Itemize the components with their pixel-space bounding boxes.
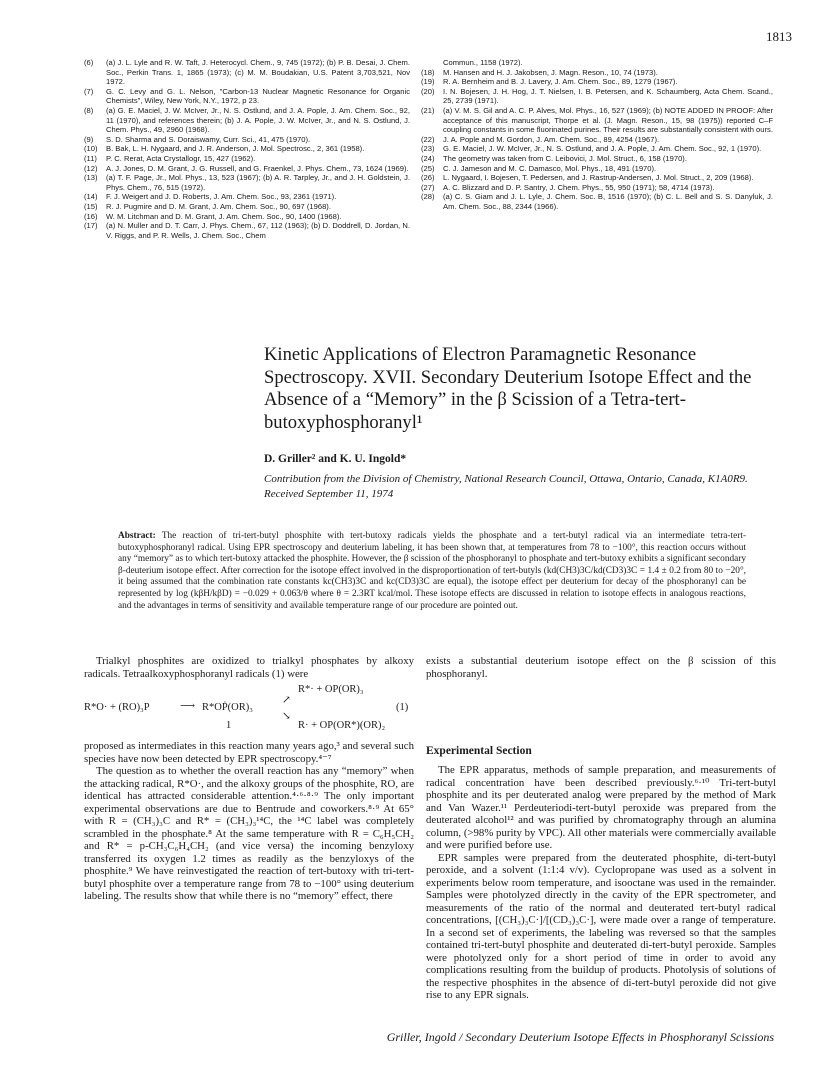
reference-text: (a) C. S. Giam and J. L. Lyle, J. Chem. Soc. B, 1516 (1970); (b) C. L. Bell and S. S. Danyluk, J. Am. Chem. Soc., 88, 2344 (1966). (443, 192, 773, 211)
reference-text: A. C. Blizzard and D. P. Santry, J. Chem. Phys., 55, 950 (1971); 58, 4714 (1973). (443, 182, 715, 192)
reference-text: R. A. Bernheim and B. J. Lavery, J. Am. Chem. Soc., 89, 1279 (1967). (443, 77, 678, 87)
reference-number: (23) (421, 144, 435, 154)
reference-item (84, 173, 410, 192)
intro-paragraph: Trialkyl phosphites are oxidized to trialkyl phosphates by alkoxy radicals. Tetraalkoxyphosphoranyl radicals (1) were (84, 655, 414, 680)
reference-item (84, 221, 410, 240)
reference-text: (a) J. L. Lyle and R. W. Taft, J. Heterocycl. Chem., 9, 745 (1972); (b) P. B. Desai, J. Chem. Soc., Perkin Trans. 1, 1865 (1973); (c) M. M. Boudakian, U.S. Patent 3,703,521, Nov 1972. (106, 58, 410, 87)
reference-item (421, 154, 773, 164)
reference-item (84, 154, 410, 164)
reference-number (421, 58, 443, 68)
reference-item (84, 144, 410, 154)
reference-text: B. Bak, L. H. Nygaard, and J. R. Anderson, J. Mol. Spectrosc., 2, 361 (1958). (106, 144, 365, 154)
scheme-label: 1 (226, 720, 232, 731)
reaction-scheme (84, 680, 414, 736)
reference-item (421, 68, 773, 78)
reference-number: (25) (421, 163, 435, 173)
reference-text: The geometry was taken from C. Leibovici, J. Mol. Struct., 6, 158 (1970). (443, 153, 687, 163)
section-heading: Experimental Section (426, 745, 532, 757)
scheme-arrow: ⟶ (180, 701, 196, 712)
reference-item (84, 87, 410, 106)
intro-left-top (84, 655, 414, 680)
reference-item (84, 106, 410, 135)
reference-text: L. Nygaard, I. Bojesen, T. Pedersen, and J. Rastrup-Andersen, J. Mol. Struct., 2, 209 (1968). (443, 173, 754, 183)
reference-text: C. J. Jameson and M. C. Damasco, Mol. Phys., 18, 491 (1970). (443, 163, 657, 173)
reference-item (421, 58, 773, 68)
reference-item (421, 173, 773, 183)
reference-item (421, 135, 773, 145)
reference-text: G. E. Maciel, J. W. McIver, Jr., N. S. Ostlund, and J. A. Pople, J. Am. Chem. Soc., 92, 1 (1970). (443, 144, 762, 154)
body-paragraph: The EPR apparatus, methods of sample preparation, and measurements of radical concentration have been described previously.⁶·¹⁰ Tri-tert-butyl phosphite and its per deuterated analog were prepared by the method of Mark and Van Wazer.¹¹ Perdeuteriodi-tert-butyl peroxide was prepared from the deuterated alcohol¹² and was purified by chromatography through an alumina column, (>98% purity by VPC). All other materials were commercially available and were purified before use. (426, 764, 776, 851)
reference-text: A. J. Jones, D. M. Grant, J. G. Russell, and G. Fraenkel, J. Phys. Chem., 73, 1624 (1969). (106, 163, 409, 173)
reference-number: (16) (84, 211, 98, 221)
body-paragraph: The question as to whether the overall reaction has any “memory” when the attacking radical, R*O·, and the alkoxy groups of the phosphite, RO, are identical has attracted considerable attention.⁴·⁶·⁸·⁹ The only important experimental observations are due to Bentrude and coworkers.⁸·⁹ At 65° with R = (CH₃)₃C and R* = (CH₃)₃¹⁴C, the ¹⁴C label was completely scrambled in the phosphate.⁸ At the same temperature with R = C₆H₅CH₂ and R* = p-CH₃C₆H₄CH₂ (and vice versa) the incoming benzyloxy transferred its oxygen 1.2 times as readily as the benzyloxys of the phosphite.⁹ We have reinvestigated the reaction of tert-butoxy with tri-tert-butyl phosphite over a temperature range from 78 to −100° using deuterium labeling. The results show that while there is no “memory” effect, there (84, 765, 414, 902)
reference-text: F. J. Weigert and J. D. Roberts, J. Am. Chem. Soc., 93, 2361 (1971). (106, 192, 337, 202)
reference-number: (7) (84, 86, 94, 96)
reference-number: (15) (84, 201, 98, 211)
reference-text: J. A. Pople and M. Gordon, J. Am. Chem. Soc., 89, 4254 (1967). (443, 134, 660, 144)
reference-number: (26) (421, 173, 435, 183)
reference-item (421, 192, 773, 211)
reference-text: R. J. Pugmire and D. M. Grant, J. Am. Chem. Soc., 90, 697 (1968). (106, 201, 331, 211)
abstract (118, 531, 746, 612)
abstract-text: The reaction of tri-tert-butyl phosphite with tert-butoxy radicals yields the phosphate and a tert-butyl radical via an intermediate tetra-tert-butoxyphosphoranyl radical. Using EPR spectroscopy and deuterium labeling, it has been shown that, at temperatures from 78 to −100°, this reaction occurs without any “memory” as to which tert-butoxy attacked the phosphite. However, the β scission of the phosphoranyl to phosphate and tert-butoxy exhibits a significant secondary β-deuterium isotope effect. After correction for the isotope effect involved in the disproportionation of tert-butyls (kd(CH3)3C/kd(CD3)3C = 1.4 ± 0.2 from 80 to −20°, it being assumed that the combination rate constants kc(CH3)3C and kc(CD3)3C are equal), the isotope effect per deuterium for decay of the phosphoranyl can be represented by log (kβH/kβD) = −0.029 + 0.063/θ where θ = 2.3RT kcal/mol. These isotope effects are discussed in relation to isotope effects in analogous reactions, and the advantages in terms of sensitivity and available temperature range of our procedure are pointed out. (118, 531, 746, 611)
reference-item (421, 106, 773, 135)
reference-item (84, 164, 410, 174)
reference-number: (12) (84, 163, 98, 173)
reference-text: G. C. Levy and G. L. Nelson, "Carbon-13 Nuclear Magnetic Resonance for Organic Chemists", Wiley, New York, N.Y., 1972, p 23. (106, 86, 410, 106)
page-number: 1813 (766, 29, 792, 44)
reference-text: (a) N. Muller and D. T. Carr, J. Phys. Chem., 67, 112 (1963); (b) D. Doddrell, D. Jordan, N. V. Riggs, and P. R. Wells, J. Chem. Soc., Chem (106, 221, 410, 240)
intro-right-top (426, 655, 776, 680)
reference-number: (18) (421, 67, 435, 77)
reference-item (84, 135, 410, 145)
reference-text: (a) T. F. Page, Jr., Mol. Phys., 13, 523 (1967); (b) A. R. Tarpley, Jr., and J. H. Goldstein, J. Phys. Chem., 76, 515 (1972). (106, 173, 410, 192)
abstract-label: Abstract: (118, 531, 156, 541)
scheme-lower-arrow: ↘ (282, 711, 291, 722)
scheme-upper-arrow: ↗ (282, 695, 291, 706)
body-left-column (84, 740, 414, 903)
scheme-intermediate: R*OṖ(OR)₃ (202, 702, 253, 713)
reference-number: (6) (84, 58, 94, 67)
reference-number: (22) (421, 134, 435, 144)
reference-number: (17) (84, 221, 98, 231)
reference-number: (20) (421, 86, 435, 96)
article-title: Kinetic Applications of Electron Paramagnetic Resonance Spectroscopy. XVII. Secondary Deuterium Isotope Effect and the Absence of a “Memory” in the β Scission of a Tetra-tert-butoxyphosphoranyl¹ (264, 344, 752, 433)
article-affiliation: Contribution from the Division of Chemistry, National Research Council, Ottawa, Ontario, Canada, K1A0R9. Received September 11, 1974 (264, 473, 748, 500)
reference-item (421, 77, 773, 87)
reference-item (84, 212, 410, 222)
reference-text: (a) G. E. Maciel, J. W. McIver, Jr., N. S. Ostlund, and J. A. Pople, J. Am. Chem. Soc., 92, 11 (1970), and references therein; (b) J. A. Pople, J. W. McIver, Jr., and N. S. Ostlund, J. Chem. Phys., 49, 2960 (1968). (106, 105, 410, 135)
reference-number: (8) (84, 105, 94, 115)
reference-item (84, 202, 410, 212)
body-paragraph: exists a substantial deuterium isotope effect on the β scission of this phosphoranyl. (426, 655, 776, 680)
reference-item (84, 192, 410, 202)
reference-item (421, 164, 773, 174)
reference-number: (9) (84, 134, 94, 144)
reference-number: (24) (421, 153, 435, 163)
reference-text: W. M. Litchman and D. M. Grant, J. Am. Chem. Soc., 90, 1400 (1968). (106, 211, 342, 221)
references-right-column (421, 58, 773, 212)
body-paragraph: EPR samples were prepared from the deuterated phosphite, di-tert-butyl peroxide, and a solvent (1:1:4 v/v). Cyclopropane was used as a solvent in experiments below room temperature, and isooctane was used in the remainder. Samples were photolyzed directly in the cavity of the EPR spectrometer, and measurements of the ratio of the normal and deuterated tert-butyl radical concentrations, [(CH₃)₃C·]/[(CD₃)₃C·], were made over a range of temperature. In a second set of experiments, the labeling was reversed so that the samples contained tri-tert-butyl phosphite and deuterated di-tert-butyl peroxide. Samples were photolyzed only for a short period of time in order to avoid any complications resulting from the buildup of products. Photolysis of solutions of the respective phosphites in the absence of di-tert-butyl peroxide did not give rise to any EPR signals. (426, 851, 776, 1001)
reference-item (421, 144, 773, 154)
body-paragraph: proposed as intermediates in this reaction many years ago,³ and several such species have now been detected by EPR spectroscopy.⁴⁻⁷ (84, 740, 414, 765)
scheme-upper-product: R*· + OP(OR)₃ (298, 684, 364, 695)
scheme-reactant: R*O· + (RO)₃P (84, 702, 150, 713)
reference-item (421, 87, 773, 106)
reference-text: P. C. Rerat, Acta Crystallogr, 15, 427 (1962). (106, 153, 256, 163)
reference-number: (27) (421, 182, 435, 192)
reference-number: (11) (84, 153, 97, 163)
reference-text: M. Hansen and H. J. Jakobsen, J. Magn. Reson., 10, 74 (1973). (443, 67, 658, 77)
reference-text: S. D. Sharma and S. Doraiswamy, Curr. Sci., 41, 475 (1970). (106, 134, 311, 144)
reference-number: (10) (84, 144, 98, 154)
scheme-lower-product: R· + OP(OR*)(OR)₂ (298, 720, 386, 731)
reference-item (84, 58, 410, 87)
reference-number: (19) (421, 77, 435, 87)
reference-text: I. N. Bojesen, J. H. Hog, J. T. Nielsen, I. B. Petersen, and K. Schaumberg, Acta Chem. Scand., 25, 2739 (1971). (443, 86, 773, 106)
scheme-equation-number: (1) (396, 702, 409, 713)
reference-number: (21) (421, 105, 435, 115)
article-authors: D. Griller² and K. U. Ingold* (264, 453, 407, 465)
reference-number: (28) (421, 192, 435, 202)
body-right-column (426, 764, 776, 1002)
references-left-column (84, 58, 410, 240)
reference-text: Commun., 1158 (1972). (443, 58, 523, 67)
page-footer: Griller, Ingold / Secondary Deuterium Isotope Effects in Phosphoranyl Scissions (386, 1030, 774, 1044)
reference-number: (14) (84, 192, 98, 202)
reference-number: (13) (84, 173, 98, 183)
reference-item (421, 183, 773, 193)
reference-text: (a) V. M. S. Gil and A. C. P. Alves, Mol. Phys., 16, 527 (1969); (b) NOTE ADDED IN PROOF: After acceptance of this manuscript, Thorpe et al. (J. Magn. Reson., 15, 98 (1975)) reported C–F coupling constants in some fluorinated purines. Their results are substantially consistent with ours. (443, 105, 773, 135)
